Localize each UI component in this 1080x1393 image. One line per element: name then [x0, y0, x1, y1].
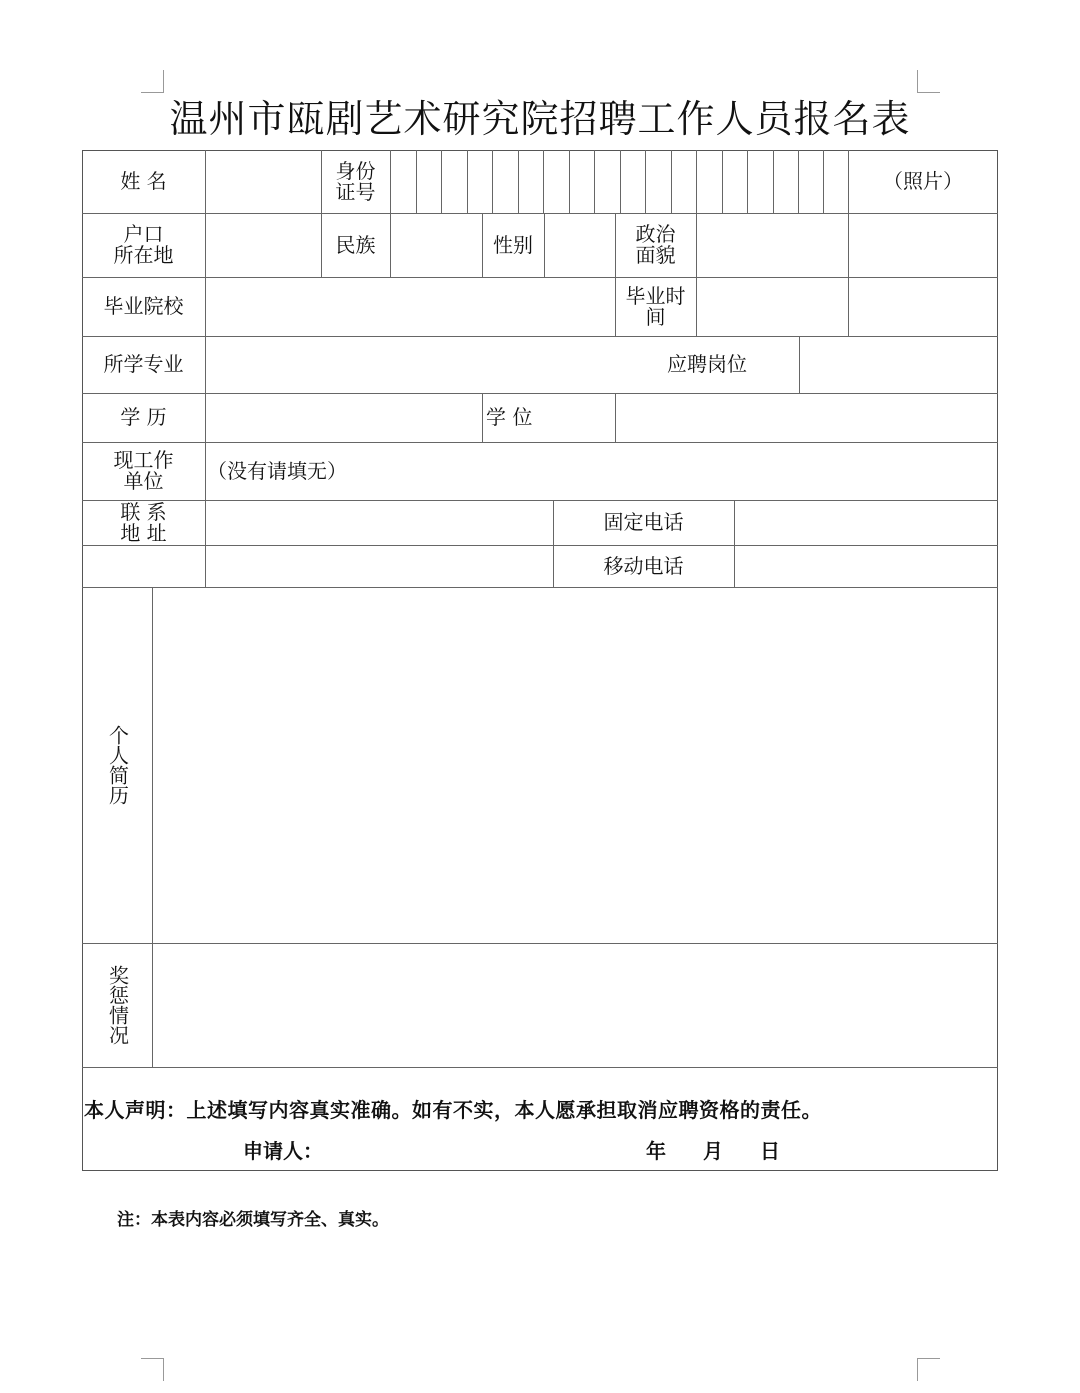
position-label: 应聘岗位 [667, 352, 747, 376]
graduation-time-label: 毕业时 间 [625, 283, 686, 329]
workplace-hint: （没有请填无） [207, 458, 347, 483]
ethnicity-label: 民族 [335, 232, 376, 257]
degree-label: 学 位 [486, 405, 533, 429]
awards-label: 奖惩情况 [105, 965, 130, 1045]
address-label: 联 系 地 址 [120, 499, 167, 545]
registration-form-table [82, 150, 998, 1171]
date-day-label: 日 [760, 1139, 780, 1163]
major-label: 所学专业 [103, 352, 184, 376]
political-status-label: 政治 面貌 [635, 222, 676, 267]
hukou-label: 户口 所在地 [113, 222, 174, 267]
id-number-label: 身份 证号 [335, 158, 376, 204]
date-year-label: 年 [646, 1139, 666, 1163]
photo-placeholder: （照片） [883, 169, 963, 193]
crop-mark-bottom-right [917, 1358, 940, 1381]
name-label: 姓 名 [120, 169, 167, 193]
workplace-label: 现工作 单位 [113, 448, 174, 493]
school-label: 毕业院校 [103, 294, 184, 318]
page-title: 温州市瓯剧艺术研究院招聘工作人员报名表 [169, 97, 911, 141]
date-month-label: 月 [703, 1139, 723, 1163]
mobile-label: 移动电话 [603, 553, 684, 578]
applicant-label: 申请人： [243, 1139, 323, 1163]
declaration-text: 本人声明：上述填写内容真实准确。如有不实，本人愿承担取消应聘资格的责任。 [84, 1098, 822, 1122]
footnote: 注：本表内容必须填写齐全、真实。 [117, 1210, 389, 1230]
gender-label: 性别 [493, 232, 533, 257]
education-label: 学 历 [120, 405, 167, 429]
landline-label: 固定电话 [603, 510, 684, 534]
crop-mark-bottom-left [141, 1358, 164, 1381]
resume-label: 个人简历 [105, 725, 130, 805]
